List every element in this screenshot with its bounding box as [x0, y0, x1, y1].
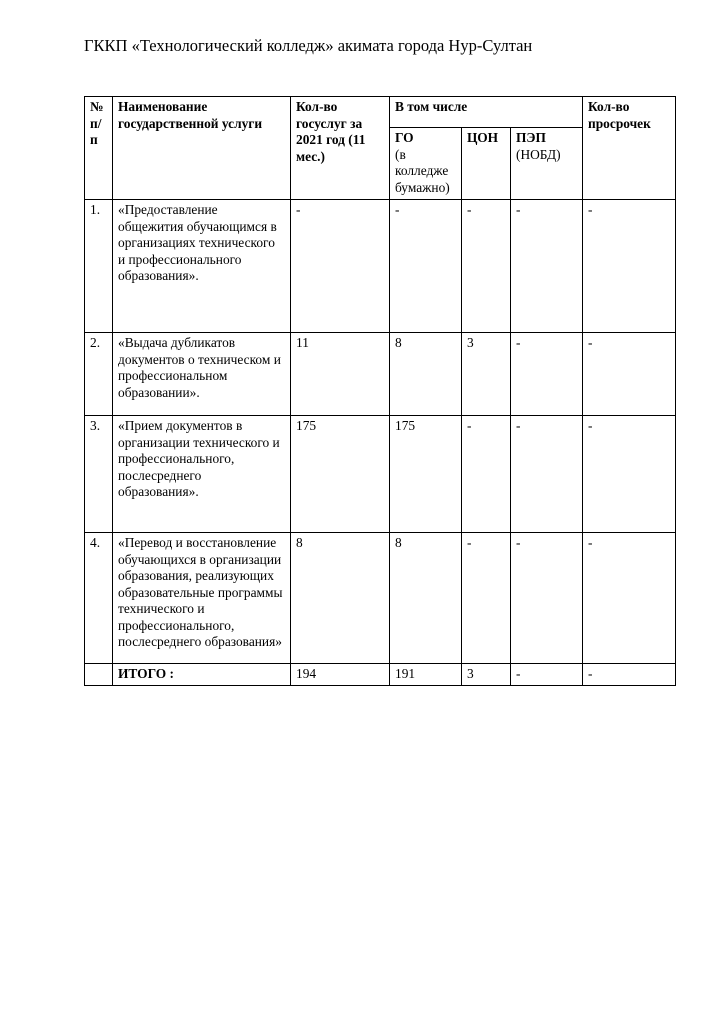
row-pep: -	[511, 333, 583, 416]
row-overdue: -	[583, 533, 676, 664]
row-pep: -	[511, 533, 583, 664]
row-service-name: «Прием документов в организации технического и профессионального, послесреднего образования».	[113, 416, 291, 533]
row-go: 8	[390, 533, 462, 664]
total-go: 191	[390, 664, 462, 686]
header-go-note: (в колледже бумажно)	[395, 146, 450, 195]
header-including: В том числе	[390, 97, 583, 128]
total-overdue: -	[583, 664, 676, 686]
row-con: -	[462, 533, 511, 664]
row-count: 8	[291, 533, 390, 664]
table-row	[85, 200, 676, 333]
header-service-name: Наименование государственной услуги	[113, 97, 291, 200]
table-row	[85, 533, 676, 664]
header-pep-label: ПЭП	[516, 130, 546, 145]
header-go	[390, 128, 462, 200]
row-service-name: «Выдача дубликатов документов о техническом и профессиональном образовании».	[113, 333, 291, 416]
row-overdue: -	[583, 333, 676, 416]
total-num	[85, 664, 113, 686]
row-service-name-line: образования, реализующих	[118, 568, 274, 583]
row-service-name	[113, 533, 291, 664]
total-count: 194	[291, 664, 390, 686]
row-count: 11	[291, 333, 390, 416]
header-row-top	[85, 97, 676, 128]
row-overdue: -	[583, 200, 676, 333]
row-service-name-line: технического и	[118, 601, 205, 616]
header-num: № п/п	[85, 97, 113, 200]
document-title: ГККП «Технологический колледж» акимата города Нур-Султан	[84, 36, 533, 55]
row-service-name-line: обучающихся в организации	[118, 551, 282, 567]
row-num: 2.	[85, 333, 113, 416]
header-overdue: Кол-во просрочек	[583, 97, 676, 200]
total-row	[85, 664, 676, 686]
header-pep-note: (НОБД)	[516, 146, 561, 162]
header-go-label: ГО	[395, 130, 414, 145]
total-label: ИТОГО :	[113, 664, 291, 686]
row-count: 175	[291, 416, 390, 533]
total-con: 3	[462, 664, 511, 686]
row-num: 1.	[85, 200, 113, 333]
row-service-name-line: образовательные программы	[118, 584, 283, 600]
header-service-count: Кол-во госуслуг за 2021 год (11 мес.)	[291, 97, 390, 200]
row-service-name: «Предоставление общежития обучающимся в организациях технического и профессионального образования».	[113, 200, 291, 333]
row-num: 4.	[85, 533, 113, 664]
row-go: 8	[390, 333, 462, 416]
header-con: ЦОН	[462, 128, 511, 200]
row-service-name-line: послесреднего образования»	[118, 634, 282, 649]
header-pep	[511, 128, 583, 200]
total-pep: -	[511, 664, 583, 686]
row-count: -	[291, 200, 390, 333]
row-con: 3	[462, 333, 511, 416]
row-pep: -	[511, 200, 583, 333]
row-overdue: -	[583, 416, 676, 533]
services-table	[84, 96, 676, 686]
row-service-name-line: профессионального,	[118, 617, 235, 633]
row-con: -	[462, 200, 511, 333]
row-num: 3.	[85, 416, 113, 533]
row-go: 175	[390, 416, 462, 533]
table-row	[85, 416, 676, 533]
row-service-name-line: «Перевод и восстановление	[118, 535, 277, 550]
row-pep: -	[511, 416, 583, 533]
table-row	[85, 333, 676, 416]
row-go: -	[390, 200, 462, 333]
row-con: -	[462, 416, 511, 533]
